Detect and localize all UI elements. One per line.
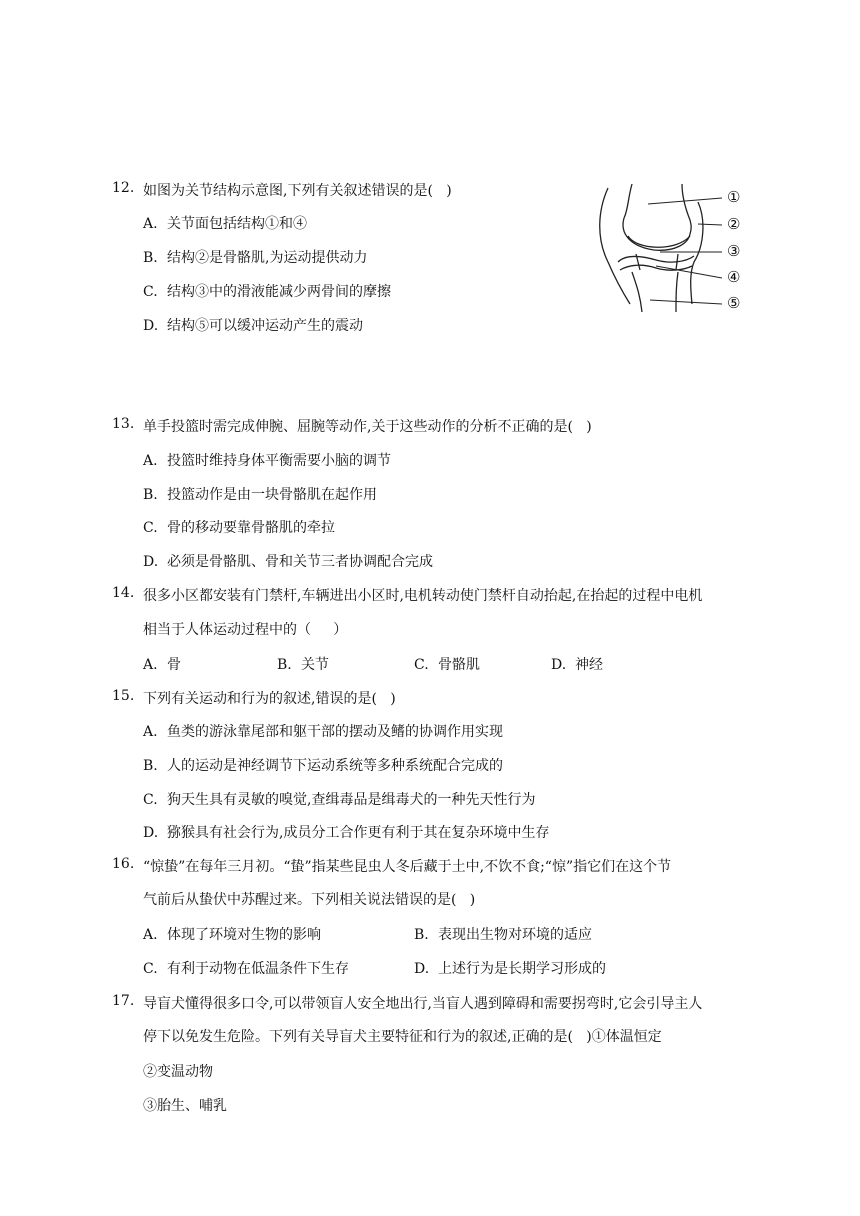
question-number: 12. <box>112 180 135 196</box>
option-label: A. <box>143 453 158 469</box>
option-label: C. <box>143 961 158 977</box>
option-text: 结构⑤可以缓冲运动产生的震动 <box>167 318 363 334</box>
option-label: C. <box>143 792 158 808</box>
question-stem-line-1: 导盲犬懂得很多口令,可以带领盲人安全地出行,当盲人遇到障碍和需要拐弯时,它会引导主人 <box>143 996 703 1012</box>
option-text: 猕猴具有社会行为,成员分工合作更有利于其在复杂环境中生存 <box>167 825 550 841</box>
question-stem: 单手投篮时需完成伸腕、屈腕等动作,关于这些动作的分析不正确的是( ) <box>143 419 592 435</box>
option-label: B. <box>277 657 292 673</box>
option-label: A. <box>143 927 158 943</box>
option-label: D. <box>143 318 159 334</box>
option-b <box>143 755 503 775</box>
option-c <box>143 281 391 301</box>
statement-item: ③胎生、哺乳 <box>143 1098 227 1114</box>
option-a <box>143 721 503 741</box>
option-c <box>143 517 335 537</box>
option-b <box>414 924 592 944</box>
option-text: 有利于动物在低温条件下生存 <box>167 961 349 977</box>
option-c <box>414 654 480 674</box>
option-text: 结构②是骨骼肌,为运动提供动力 <box>167 250 368 266</box>
question-number: 13. <box>112 416 135 432</box>
question-number: 15. <box>112 688 135 704</box>
figure-label-3: ③ <box>727 242 741 260</box>
option-text: 关节面包括结构①和④ <box>167 216 307 232</box>
option-text: 狗天生具有灵敏的嗅觉,查缉毒品是缉毒犬的一种先天性行为 <box>167 792 536 808</box>
option-d <box>143 822 549 842</box>
option-text: 表现出生物对环境的适应 <box>438 927 592 943</box>
option-d <box>551 654 603 674</box>
option-label: B. <box>143 758 158 774</box>
option-a <box>143 654 181 674</box>
option-text: 骨骼肌 <box>438 657 480 673</box>
option-label: D. <box>143 554 159 570</box>
option-text: 骨的移动要靠骨骼肌的牵拉 <box>167 520 335 536</box>
question-stem-line-1: 很多小区都安装有门禁杆,车辆进出小区时,电机转动使门禁杆自动抬起,在抬起的过程中电机 <box>143 588 703 604</box>
question-stem-line-2: 相当于人体运动过程中的（ ） <box>143 622 348 638</box>
option-text: 结构③中的滑液能减少两骨间的摩擦 <box>167 284 391 300</box>
option-b <box>143 247 367 267</box>
question-stem-line-2: 停下以免发生危险。下列有关导盲犬主要特征和行为的叙述,正确的是( )①体温恒定 <box>143 1029 662 1045</box>
option-a <box>143 450 391 470</box>
option-label: A. <box>143 657 158 673</box>
option-text: 投篮动作是由一块骨骼肌在起作用 <box>167 487 377 503</box>
option-text: 关节 <box>301 657 329 673</box>
question-number: 16. <box>112 856 135 872</box>
question-number: 17. <box>112 993 135 1009</box>
option-label: A. <box>143 216 158 232</box>
option-label: B. <box>414 927 429 943</box>
question-stem-line-1: “惊蛰”在每年三月初。“蛰”指某些昆虫人冬后藏于土中,不饮不食;“惊”指它们在这个节 <box>143 859 672 875</box>
option-d <box>143 551 433 571</box>
option-label: A. <box>143 724 158 740</box>
question-number: 14. <box>112 585 135 601</box>
option-label: C. <box>143 520 158 536</box>
option-label: C. <box>143 284 158 300</box>
option-text: 神经 <box>575 657 603 673</box>
option-a <box>143 213 307 233</box>
option-text: 体现了环境对生物的影响 <box>167 927 321 943</box>
option-text: 骨 <box>167 657 181 673</box>
option-label: D. <box>551 657 567 673</box>
figure-label-1: ① <box>727 188 741 206</box>
option-d <box>414 958 606 978</box>
option-text: 上述行为是长期学习形成的 <box>438 961 606 977</box>
option-b <box>143 484 377 504</box>
joint-structure-diagram <box>590 180 750 320</box>
option-c <box>143 789 535 809</box>
figure-label-5: ⑤ <box>727 294 741 312</box>
option-label: B. <box>143 487 158 503</box>
option-label: C. <box>414 657 429 673</box>
figure-label-2: ② <box>727 215 741 233</box>
question-stem: 下列有关运动和行为的叙述,错误的是( ) <box>143 691 396 707</box>
option-text: 投篮时维持身体平衡需要小脑的调节 <box>167 453 391 469</box>
option-b <box>277 654 329 674</box>
option-text: 必须是骨骼肌、骨和关节三者协调配合完成 <box>167 554 433 570</box>
option-c <box>143 958 349 978</box>
question-stem: 如图为关节结构示意图,下列有关叙述错误的是( ) <box>143 183 452 199</box>
option-text: 鱼类的游泳靠尾部和躯干部的摆动及鳍的协调作用实现 <box>167 724 503 740</box>
option-a <box>143 924 321 944</box>
option-label: D. <box>414 961 430 977</box>
option-text: 人的运动是神经调节下运动系统等多种系统配合完成的 <box>167 758 503 774</box>
question-stem-line-2: 气前后从蛰伏中苏醒过来。下列相关说法错误的是( ) <box>143 892 476 908</box>
statement-item: ②变温动物 <box>143 1064 213 1080</box>
option-d <box>143 315 363 335</box>
option-label: B. <box>143 250 158 266</box>
figure-label-4: ④ <box>727 268 741 286</box>
option-label: D. <box>143 825 159 841</box>
